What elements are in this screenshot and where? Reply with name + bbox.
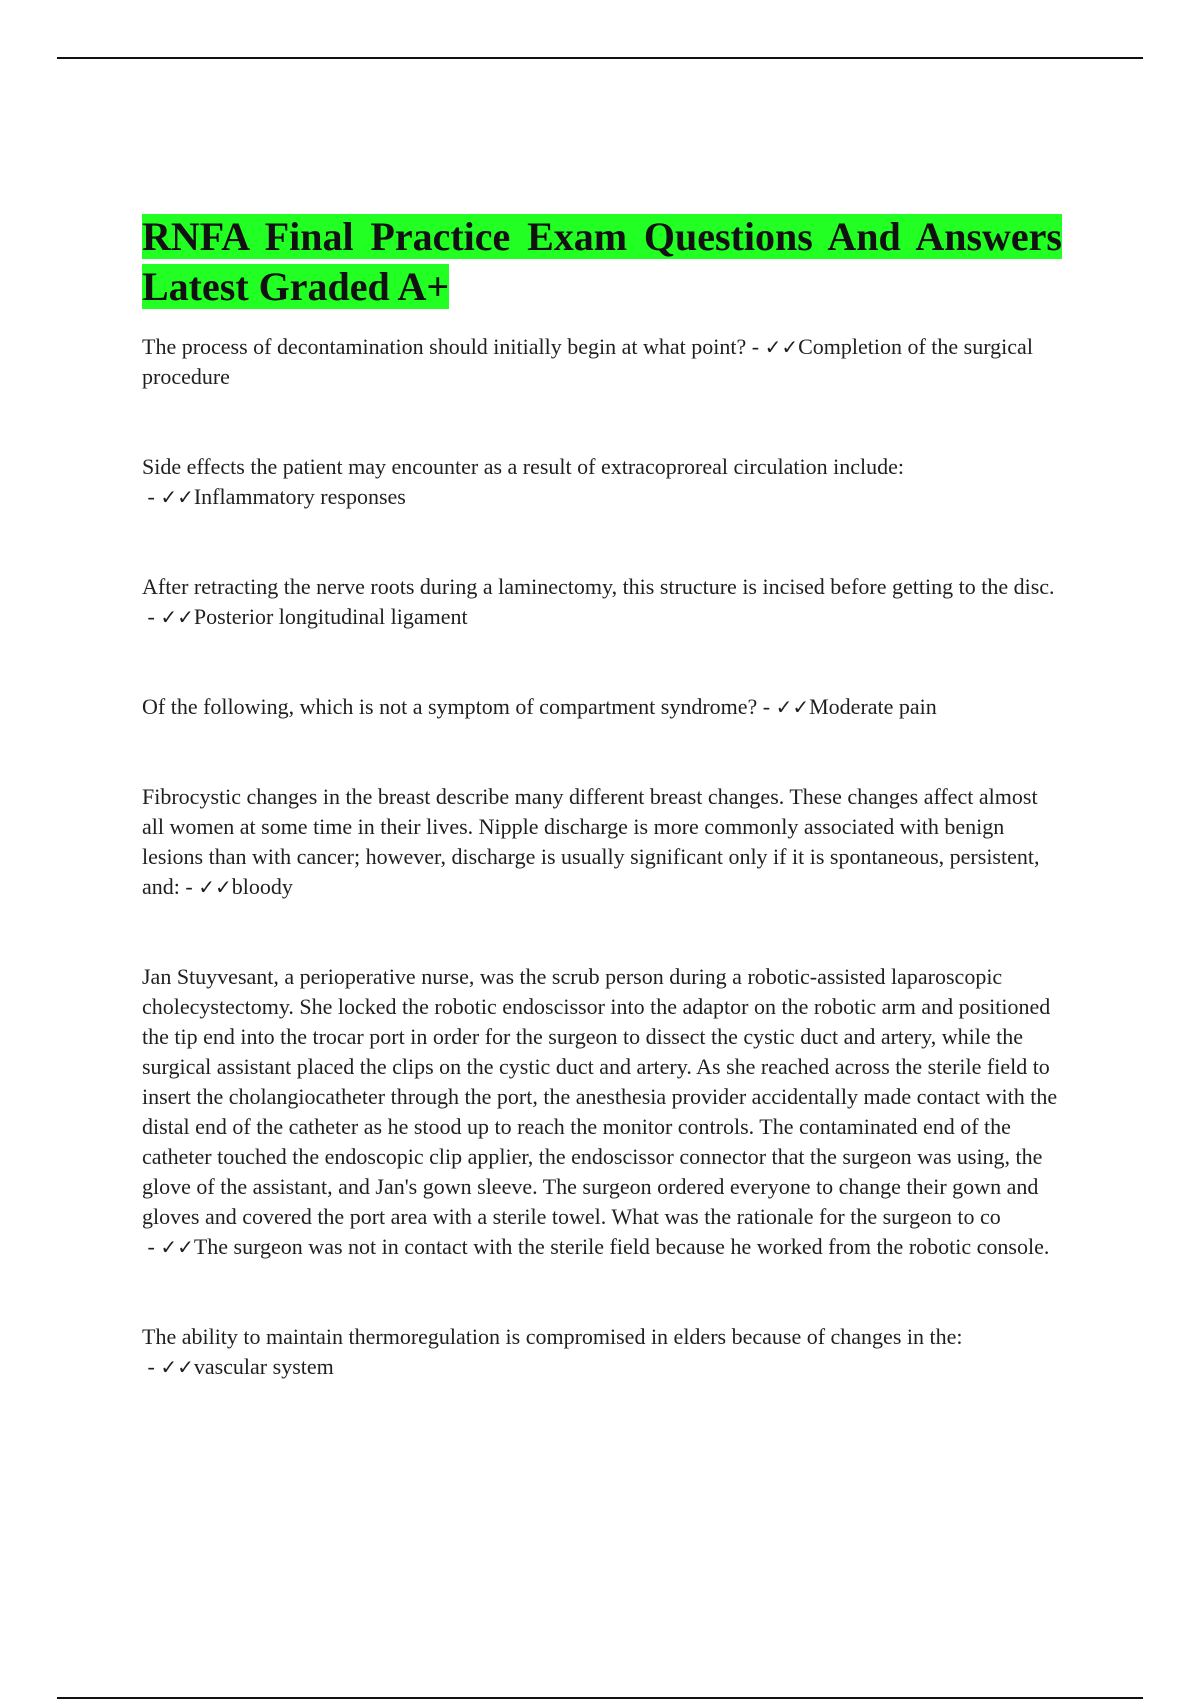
top-rule (57, 57, 1143, 59)
answer-text: Posterior longitudinal ligament (193, 604, 468, 629)
qa-item (142, 692, 1062, 722)
question-text: The process of decontamination should initially begin at what point? (142, 334, 747, 359)
question-text: After retracting the nerve roots during a laminectomy, this structure is incised before getting to the disc. (142, 574, 1055, 599)
answer-text: Inflammatory responses (193, 484, 406, 509)
check-mark-icon: ✓✓ (198, 875, 232, 899)
qa-item (142, 1322, 1062, 1382)
separator: - (179, 874, 199, 899)
qa-item (142, 962, 1062, 1262)
check-mark-icon: ✓✓ (160, 485, 194, 509)
document-title (142, 212, 1062, 312)
question-text: Side effects the patient may encounter as a result of extracoproreal circulation include: (142, 454, 904, 479)
qa-item (142, 332, 1062, 392)
answer-text: bloody (231, 874, 293, 899)
answer-text: vascular system (193, 1354, 334, 1379)
separator: - (142, 484, 161, 509)
check-mark-icon: ✓✓ (160, 1235, 194, 1259)
document-body (142, 212, 1062, 1382)
answer-text: Moderate pain (809, 694, 937, 719)
check-mark-icon: ✓✓ (160, 605, 194, 629)
qa-item (142, 572, 1062, 632)
separator: - (142, 1234, 161, 1259)
separator: - (746, 334, 765, 359)
title-highlight: RNFA Final Practice Exam Questions And Answers Latest Graded A+ (142, 214, 1062, 309)
question-text: The ability to maintain thermoregulation is compromised in elders because of changes in the: (142, 1324, 963, 1349)
qa-item (142, 452, 1062, 512)
bottom-rule (57, 1697, 1143, 1699)
question-text: Jan Stuyvesant, a perioperative nurse, was the scrub person during a robotic-assisted laparoscopic cholecystectomy. She locked the robotic endoscissor into the adaptor on the robotic arm and positioned the tip end into the trocar port in order for the surgeon to dissect the cystic duct and artery, while the surgical assistant placed the clips on the cystic duct and artery. As she reached across the sterile field to insert the cholangiocatheter through the port, the anesthesia provider accidentally made contact with the distal end of the catheter as he stood up to reach the monitor controls. The contaminated end of the catheter touched the endoscopic clip applier, the endoscissor connector that the surgeon was using, the glove of the assistant, and Jan's gown sleeve. The surgeon ordered everyone to change their gown and gloves and covered the port area with a sterile towel. What was the rationale for the surgeon to co (142, 964, 1058, 1229)
question-text: Of the following, which is not a symptom of compartment syndrome? (142, 694, 758, 719)
check-mark-icon: ✓✓ (764, 335, 799, 359)
check-mark-icon: ✓✓ (775, 695, 810, 719)
separator: - (142, 1354, 161, 1379)
separator: - (757, 694, 776, 719)
separator: - (142, 604, 161, 629)
answer-text: Completion of the surgical procedure (142, 334, 1033, 389)
qa-item (142, 782, 1062, 902)
answer-text: The surgeon was not in contact with the sterile field because he worked from the robotic console. (193, 1234, 1050, 1259)
question-text: Fibrocystic changes in the breast describe many different breast changes. These changes affect almost all women at some time in their lives. Nipple discharge is more commonly associated with benign lesions than with cancer; however, discharge is usually significant only if it is spontaneous, persistent, and: (142, 784, 1040, 899)
check-mark-icon: ✓✓ (160, 1355, 194, 1379)
